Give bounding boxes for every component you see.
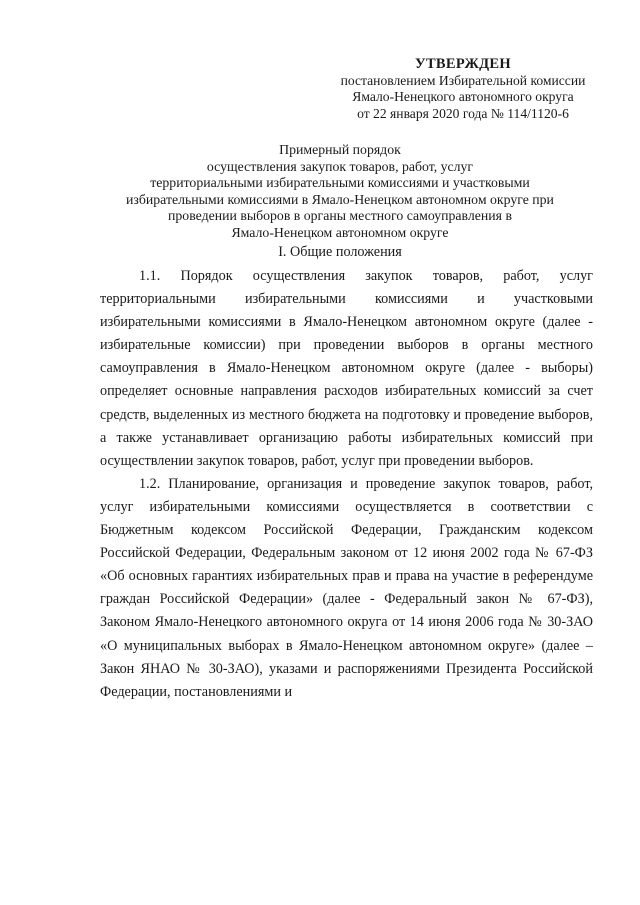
section-body <box>100 265 593 704</box>
title-line: территориальными избирательными комиссиями и участковыми <box>150 175 530 191</box>
title-line: Ямало-Ненецком автономном округе <box>231 224 449 240</box>
section-heading: I. Общие положения <box>278 244 402 260</box>
approved-title: УТВЕРЖДЕН <box>415 56 511 72</box>
approval-line: постановлением Избирательной комиссии <box>340 73 586 89</box>
approval-line: от 22 января 2020 года № 114/1120-6 <box>357 105 569 121</box>
title-line: осуществления закупок товаров, работ, услуг <box>206 158 474 174</box>
paragraph-1-2: 1.2. Планирование, организация и проведение закупок товаров, работ, услуг избирательными комиссиями осуществляется в соответствии с Бюджетным кодексом Российской Федерации, Гражданским кодексом Российской Федерации, Федеральным законом от 12 июня 2002 года № 67-ФЗ «Об основных гарантиях избирательных прав и права на участие в референдуме граждан Российской Федерации» (далее - Федеральный закон № 67-ФЗ), Законом Ямало-Ненецкого автономного округа от 14 июня 2006 года № 30-ЗАО «О муниципальных выборах в Ямало-Ненецком автономном округе» (далее – Закон ЯНАО № 30-ЗАО), указами и распоряжениями Президента Российской Федерации, постановлениями и <box>100 475 593 700</box>
paragraph-1-1: 1.1. Порядок осуществления закупок товаров, работ, услуг территориальными избирательными комиссиями и участковыми избирательными комиссиями в Ямало-Ненецком автономном округе (далее - избирательные комиссии) при проведении выборов в органы местного самоуправления в Ямало-Ненецком автономном округе (далее - выборы) определяет основные направления расходов избирательных комиссий за счет средств, выделенных из местного бюджета на подготовку и проведение выборов, а также устанавливает организацию работы избирательных комиссий при осуществлении закупок товаров, работ, услуг при проведении выборов. <box>100 268 593 469</box>
approval-stamp <box>318 56 608 122</box>
document-title <box>90 142 590 242</box>
title-line: проведении выборов в органы местного самоуправления в <box>168 208 512 224</box>
title-line: Примерный порядок <box>279 142 401 157</box>
approval-line: Ямало-Ненецкого автономного округа <box>352 89 574 105</box>
title-line: избирательными комиссиями в Ямало-Ненецком автономном округе при <box>126 191 554 207</box>
